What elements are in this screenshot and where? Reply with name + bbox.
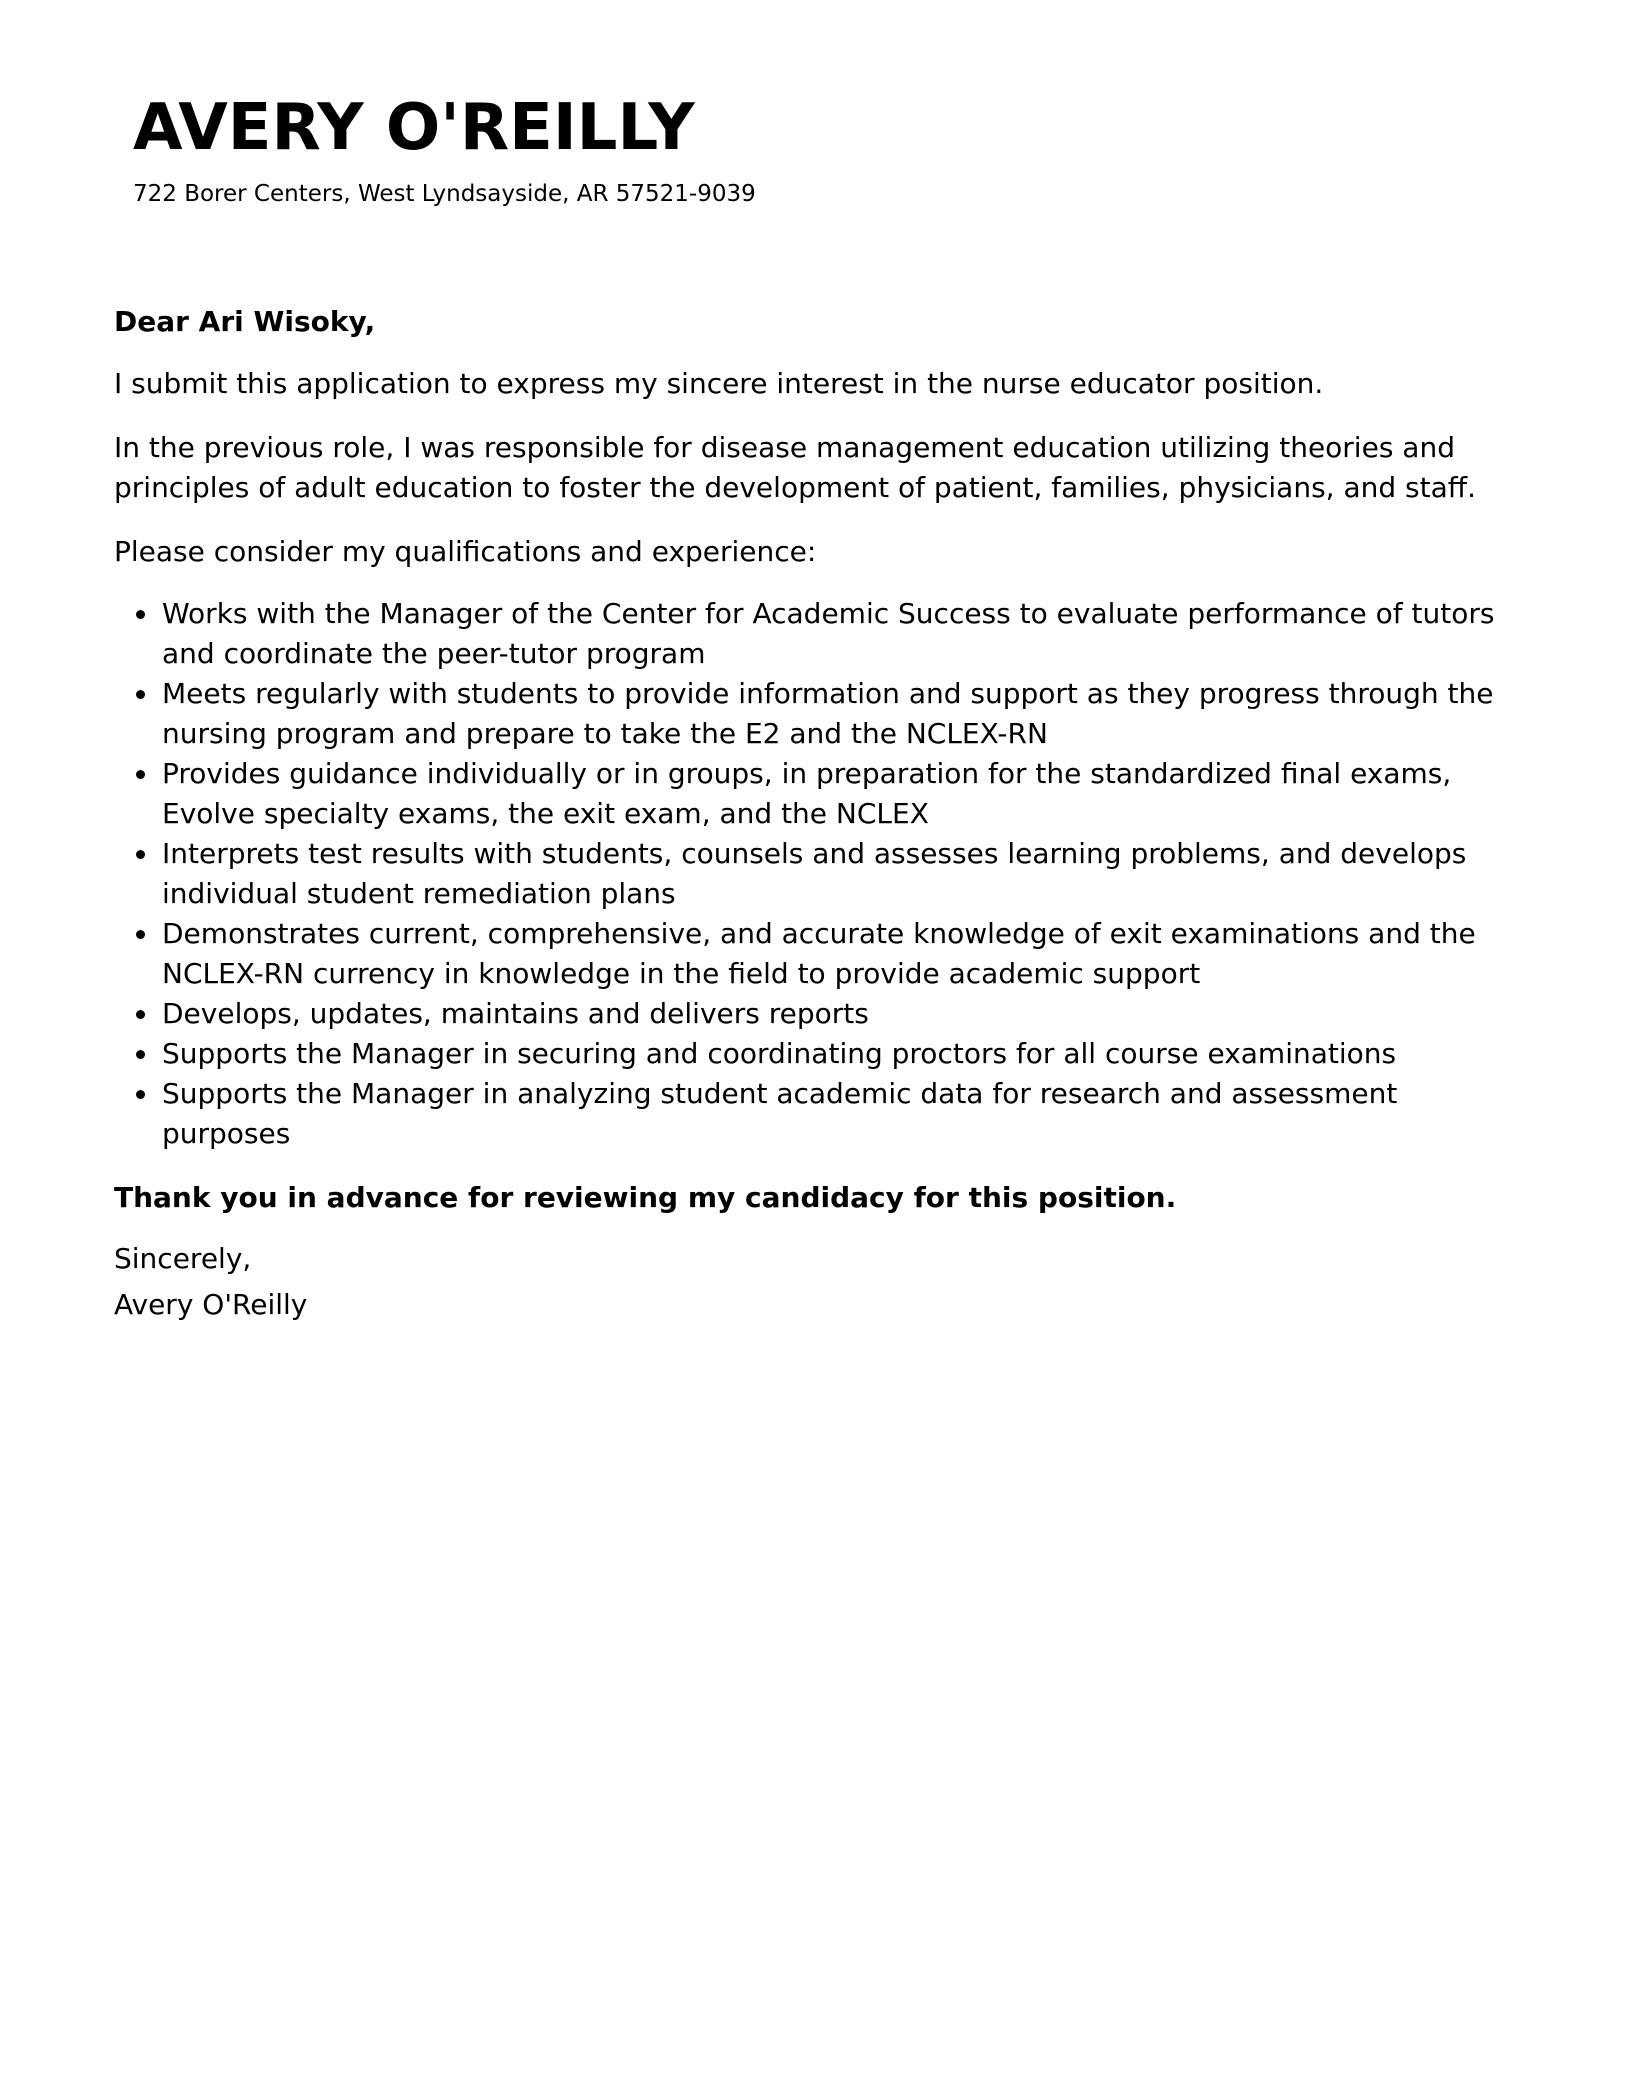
letter-body	[114, 302, 1514, 1328]
list-item	[162, 914, 1514, 994]
bullet-icon	[136, 770, 145, 779]
signature-name: Avery O'Reilly	[114, 1288, 308, 1321]
list-item-text: Supports the Manager in securing and coordinating proctors for all course examinations	[162, 1037, 1397, 1070]
bullet-icon	[136, 690, 145, 699]
qualifications-list	[114, 594, 1514, 1154]
list-item	[162, 1034, 1514, 1074]
closing-text: Sincerely,	[114, 1242, 252, 1275]
applicant-address: 722 Borer Centers, West Lyndsayside, AR 57521-9039	[133, 181, 756, 207]
previous-role-paragraph: In the previous role, I was responsible for disease management education utilizing theories and principles of adult education to foster the development of patient, families, physicians, and staff.	[114, 431, 1476, 504]
list-item-text: Meets regularly with students to provide information and support as they progress through the nursing program and prepare to take the E2 and the NCLEX-RN	[162, 677, 1494, 750]
list-item	[162, 594, 1514, 674]
salutation: Dear Ari Wisoky,	[114, 305, 376, 338]
list-item	[162, 994, 1514, 1034]
list-item-text: Interprets test results with students, counsels and assesses learning problems, and develops individual student remediation plans	[162, 837, 1467, 910]
applicant-name: AVERY O'REILLY	[133, 91, 695, 165]
intro-paragraph: I submit this application to express my sincere interest in the nurse educator position.	[114, 367, 1324, 400]
closing-block	[114, 1236, 1514, 1328]
letter-header	[133, 88, 1433, 210]
thanks-line: Thank you in advance for reviewing my candidacy for this position.	[114, 1181, 1177, 1214]
bullet-icon	[136, 1050, 145, 1059]
list-item-text: Develops, updates, maintains and delivers reports	[162, 997, 869, 1030]
list-item-text: Supports the Manager in analyzing student academic data for research and assessment purposes	[162, 1077, 1398, 1150]
qualifications-lead: Please consider my qualifications and experience:	[114, 535, 817, 568]
list-item	[162, 674, 1514, 754]
list-item-text: Works with the Manager of the Center for Academic Success to evaluate performance of tutors and coordinate the peer-tutor program	[162, 597, 1495, 670]
bullet-icon	[136, 1010, 145, 1019]
bullet-icon	[136, 930, 145, 939]
list-item-text: Provides guidance individually or in groups, in preparation for the standardized final exams, Evolve specialty exams, the exit exam, and the NCLEX	[162, 757, 1452, 830]
list-item	[162, 1074, 1514, 1154]
bullet-icon	[136, 850, 145, 859]
bullet-icon	[136, 610, 145, 619]
bullet-icon	[136, 1090, 145, 1099]
list-item	[162, 754, 1514, 834]
list-item-text: Demonstrates current, comprehensive, and accurate knowledge of exit examinations and the NCLEX-RN currency in knowledge in the field to provide academic support	[162, 917, 1476, 990]
list-item	[162, 834, 1514, 914]
